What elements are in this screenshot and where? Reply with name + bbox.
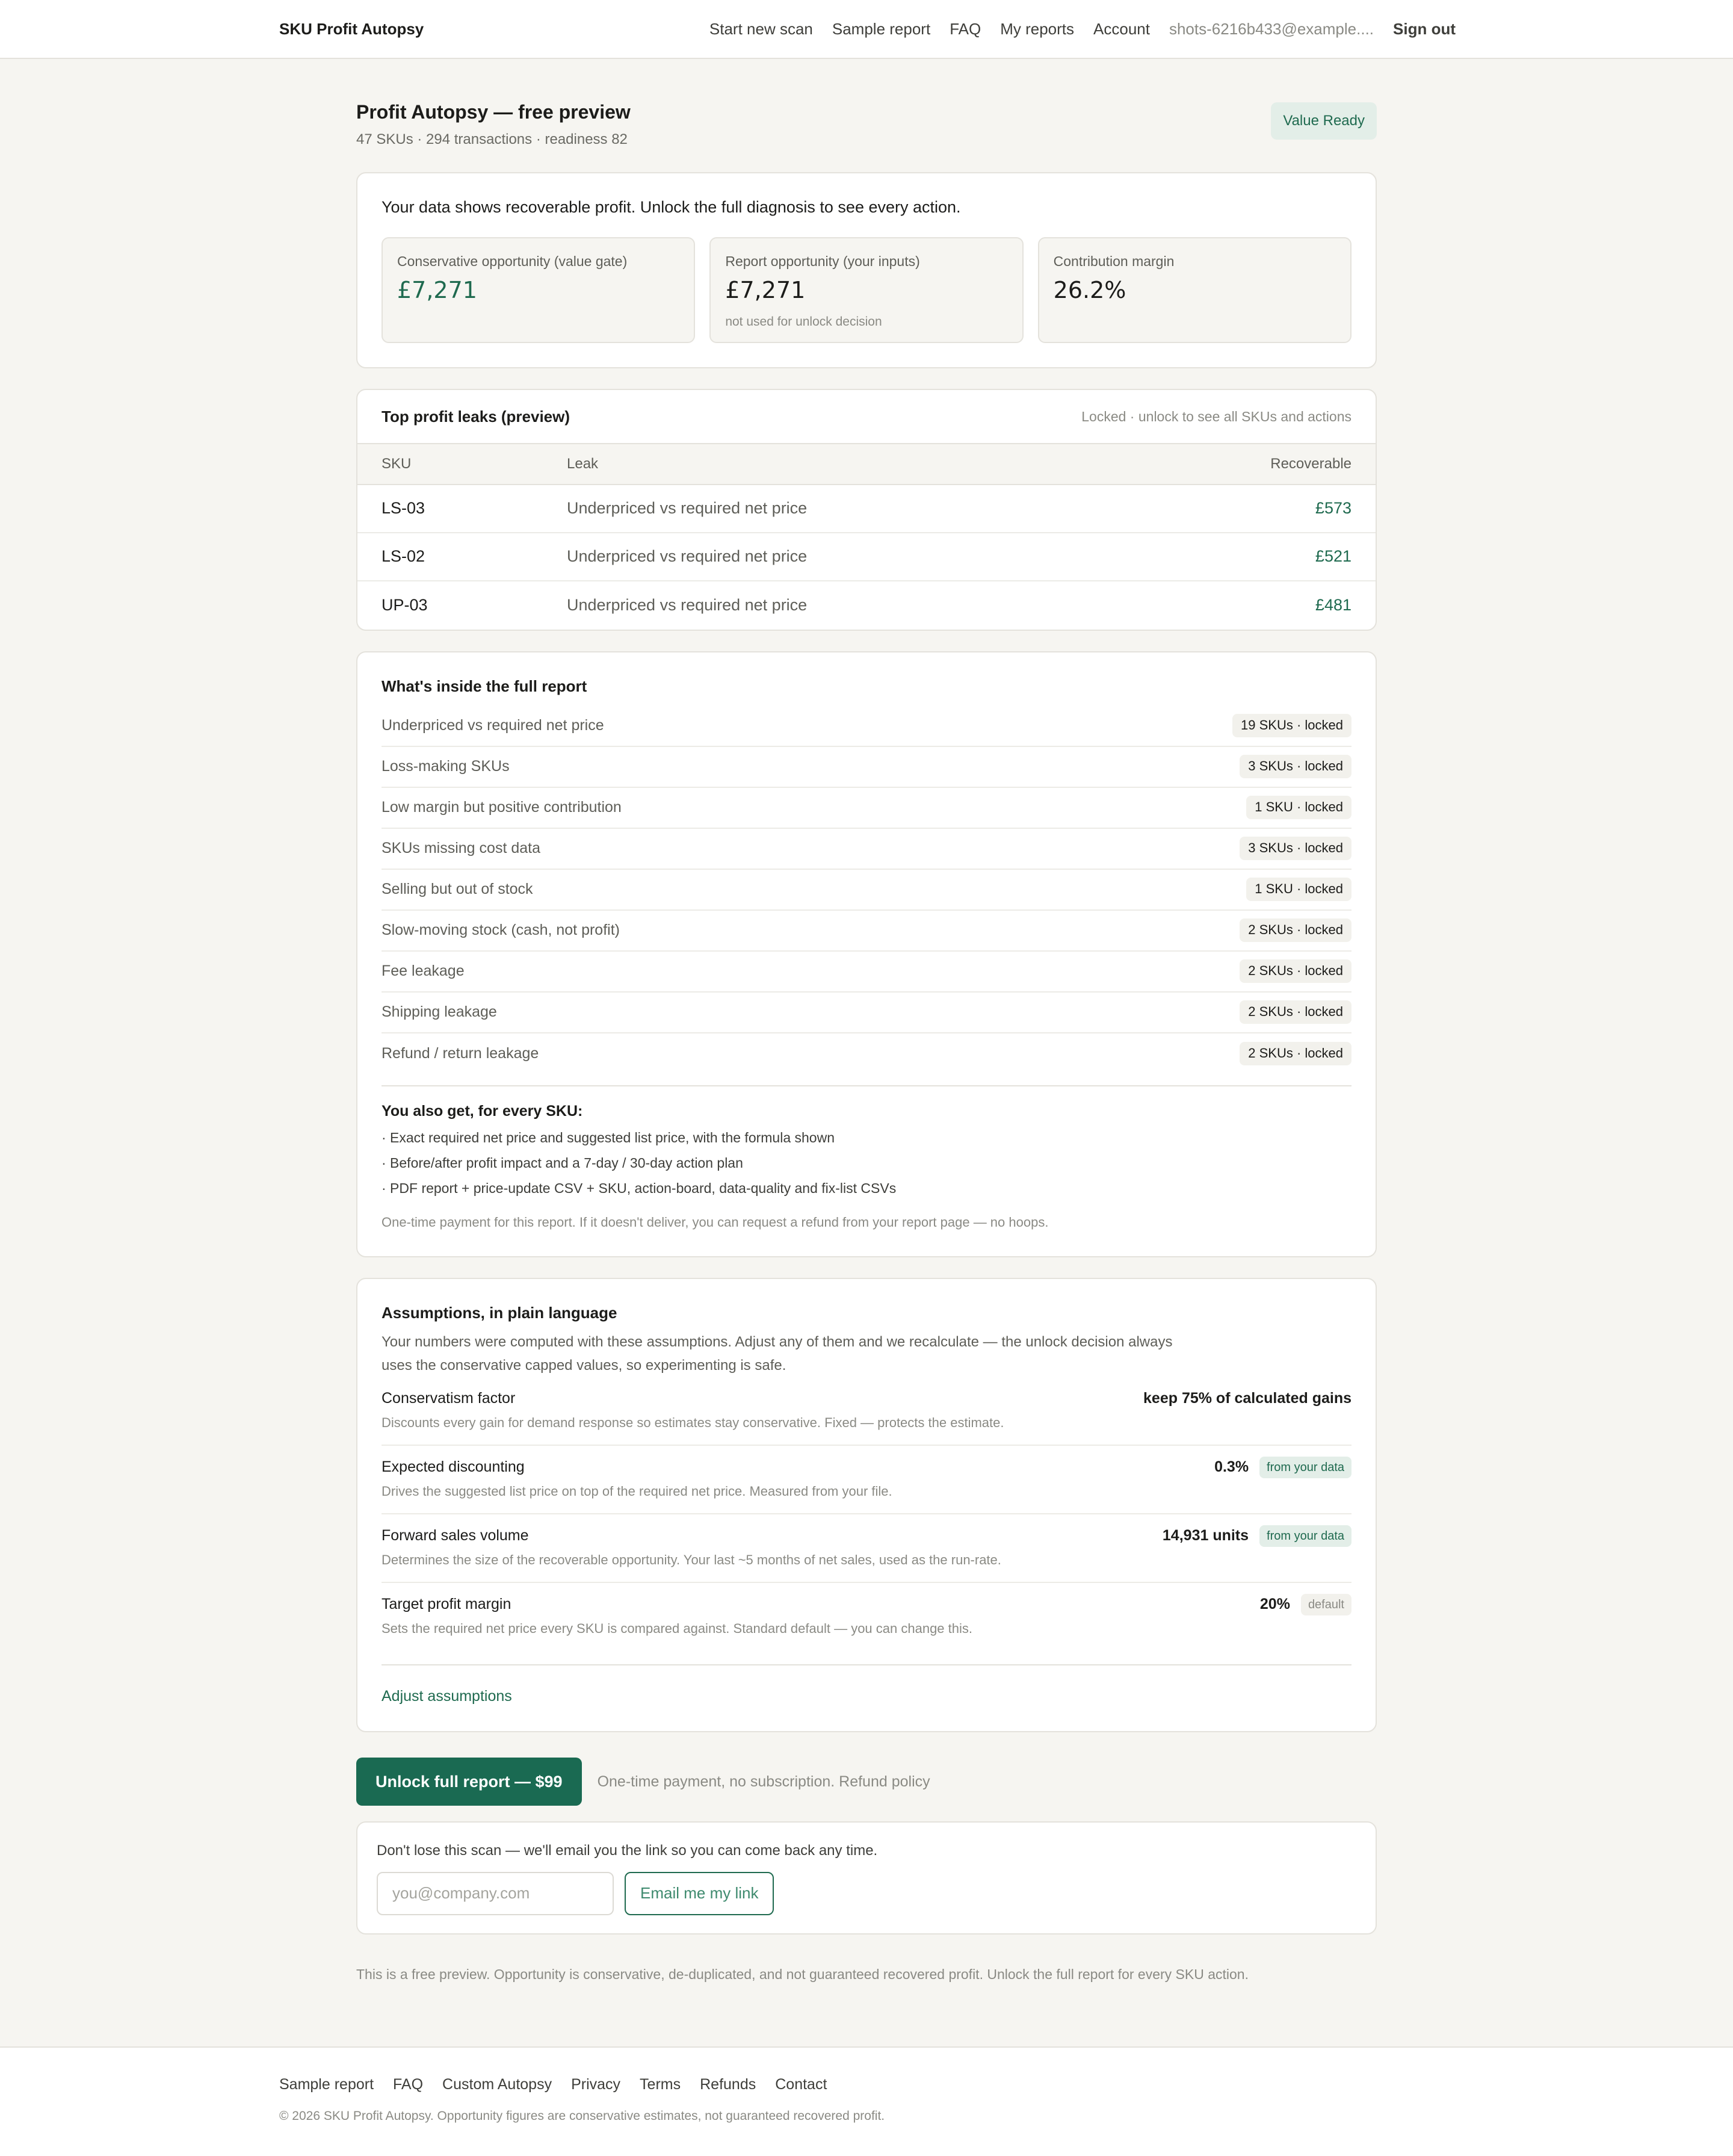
- assumption-text: [382, 1594, 972, 1638]
- list-item: [382, 870, 1351, 911]
- nav-faq[interactable]: FAQ: [950, 19, 981, 38]
- source-tag: from your data: [1259, 1525, 1351, 1547]
- nav-sample-report[interactable]: Sample report: [832, 19, 931, 38]
- email-me-link-button[interactable]: Email me my link: [625, 1872, 774, 1915]
- nav-my-reports[interactable]: My reports: [1000, 19, 1075, 38]
- column-header-leak: Leak: [567, 456, 599, 472]
- nav-user-email: shots-6216b433@example....: [1169, 19, 1374, 38]
- column-header-recoverable: Recoverable: [1270, 456, 1351, 472]
- table-row: [357, 485, 1376, 533]
- source-tag: from your data: [1259, 1457, 1351, 1478]
- list-item: [382, 1033, 1351, 1074]
- footer-link-custom-autopsy[interactable]: Custom Autopsy: [442, 2076, 552, 2093]
- locked-count-badge: 19 SKUs · locked: [1232, 714, 1351, 737]
- unlock-full-report-button[interactable]: Unlock full report — $99: [356, 1758, 582, 1806]
- locked-count-badge: 2 SKUs · locked: [1240, 1000, 1351, 1024]
- stat-label: Contribution margin: [1053, 253, 1175, 270]
- assumption-name: Expected discounting: [382, 1458, 525, 1475]
- stat-label: Conservative opportunity (value gate): [397, 253, 628, 270]
- section-divider: [382, 1664, 1351, 1665]
- top-leaks-title: Top profit leaks (preview): [382, 407, 570, 426]
- section-divider: [382, 1085, 1351, 1086]
- nav-sign-out[interactable]: Sign out: [1393, 19, 1456, 38]
- list-item-label: Low margin but positive contribution: [382, 799, 622, 816]
- assumption-target-profit-margin: [382, 1583, 1351, 1650]
- cell-sku: UP-03: [382, 596, 428, 615]
- locked-count-badge: 3 SKUs · locked: [1240, 755, 1351, 778]
- list-item-label: Selling but out of stock: [382, 881, 533, 898]
- assumptions-title: Assumptions, in plain language: [382, 1303, 617, 1322]
- footer-link-privacy[interactable]: Privacy: [571, 2076, 621, 2093]
- assumption-name: Conservatism factor: [382, 1390, 516, 1407]
- footer-inner: [279, 2048, 1733, 2125]
- report-contents-list: [382, 706, 1351, 1074]
- cell-leak: Underpriced vs required net price: [567, 499, 808, 518]
- assumption-value: keep 75% of calculated gains: [1143, 1390, 1351, 1407]
- footer-link-sample-report[interactable]: Sample report: [279, 2076, 374, 2093]
- assumption-conservatism-factor: [382, 1377, 1351, 1446]
- stat-note: not used for unlock decision: [725, 314, 882, 329]
- list-item: [382, 788, 1351, 829]
- adjust-assumptions-link[interactable]: Adjust assumptions: [382, 1688, 512, 1705]
- assumption-expected-discounting: [382, 1446, 1351, 1514]
- default-tag: default: [1301, 1594, 1351, 1615]
- save-scan-text: Don't lose this scan — we'll email you the link so you can come back any time.: [377, 1842, 878, 1859]
- locked-count-badge: 2 SKUs · locked: [1240, 1042, 1351, 1065]
- also-get-item: · Before/after profit impact and a 7-day / 30-day action plan: [382, 1154, 743, 1171]
- list-item-label: Slow-moving stock (cash, not profit): [382, 922, 620, 939]
- assumption-text: [382, 1388, 1004, 1433]
- assumption-value: 14,931 units: [1162, 1527, 1249, 1544]
- assumption-text: [382, 1525, 1001, 1570]
- assumptions-description: Your numbers were computed with these assumptions. Adjust any of them and we recalculate — the unlock decision always uses the conservative capped values, so experimenting is safe.: [382, 1334, 1173, 1374]
- assumption-name: Target profit margin: [382, 1595, 511, 1612]
- list-item: [382, 706, 1351, 747]
- top-leaks-card: [356, 389, 1377, 631]
- stat-value: £7,271: [397, 277, 477, 304]
- main-nav: [709, 18, 1456, 40]
- top-navigation-inner: [279, 18, 1456, 40]
- stat-row: [382, 237, 1351, 343]
- refund-fine-print: One-time payment for this report. If it doesn't deliver, you can request a refund from your report page — no hoops.: [382, 1215, 1049, 1230]
- stat-contribution-margin: [1038, 237, 1351, 343]
- nav-start-new-scan[interactable]: Start new scan: [709, 19, 813, 38]
- assumption-help: Determines the size of the recoverable opportunity. Your last ~5 months of net sales, used as the run-rate.: [382, 1552, 1001, 1567]
- top-navigation-bar: [0, 0, 1733, 59]
- list-item: [382, 952, 1351, 993]
- status-badge: Value Ready: [1271, 102, 1377, 140]
- list-item: [382, 911, 1351, 952]
- assumption-help: Drives the suggested list price on top of the required net price. Measured from your file.: [382, 1483, 892, 1499]
- stat-conservative-opportunity: [382, 237, 695, 343]
- email-input[interactable]: [377, 1872, 614, 1915]
- assumption-help: Sets the required net price every SKU is compared against. Standard default — you can change this.: [382, 1620, 972, 1636]
- locked-count-badge: 3 SKUs · locked: [1240, 837, 1351, 860]
- table-row: [357, 533, 1376, 581]
- cell-leak: Underpriced vs required net price: [567, 547, 808, 566]
- main-content: [356, 59, 1377, 1984]
- footer-link-faq[interactable]: FAQ: [393, 2076, 424, 2093]
- footer-link-contact[interactable]: Contact: [775, 2076, 827, 2093]
- assumption-value-group: [1163, 1525, 1351, 1547]
- assumption-help: Discounts every gain for demand response so estimates stay conservative. Fixed — protects the estimate.: [382, 1415, 1004, 1431]
- page-title: Profit Autopsy — free preview: [356, 101, 631, 123]
- list-item-label: Underpriced vs required net price: [382, 717, 604, 734]
- locked-count-badge: 1 SKU · locked: [1246, 796, 1351, 819]
- save-scan-form: [377, 1872, 1356, 1915]
- brand-logo-text[interactable]: SKU Profit Autopsy: [279, 19, 424, 38]
- summary-card: [356, 172, 1377, 368]
- payment-note[interactable]: One-time payment, no subscription. Refund policy: [597, 1773, 930, 1790]
- footer-link-refunds[interactable]: Refunds: [700, 2076, 756, 2093]
- summary-intro: Your data shows recoverable profit. Unlock the full diagnosis to see every action.: [382, 198, 961, 217]
- assumption-forward-sales-volume: [382, 1514, 1351, 1583]
- cell-recoverable: £481: [1315, 596, 1351, 615]
- locked-count-badge: 2 SKUs · locked: [1240, 959, 1351, 983]
- footer-link-terms[interactable]: Terms: [640, 2076, 681, 2093]
- assumptions-card: [356, 1278, 1377, 1732]
- list-item: [382, 829, 1351, 870]
- page-header: [356, 99, 1377, 149]
- page-header-text: [356, 99, 631, 149]
- cell-leak: Underpriced vs required net price: [567, 596, 808, 615]
- list-item: [382, 747, 1351, 788]
- locked-count-badge: 2 SKUs · locked: [1240, 918, 1351, 942]
- assumption-name: Forward sales volume: [382, 1526, 529, 1544]
- also-get-item: · Exact required net price and suggested list price, with the formula shown: [382, 1129, 835, 1145]
- locked-count-badge: 1 SKU · locked: [1246, 878, 1351, 901]
- assumption-value: 0.3%: [1214, 1458, 1249, 1476]
- page-footer: [0, 2046, 1733, 2156]
- assumption-value: 20%: [1259, 1596, 1290, 1612]
- report-contents-title: What's inside the full report: [382, 677, 587, 696]
- also-get-item: · PDF report + price-update CSV + SKU, action-board, data-quality and fix-list CSVs: [382, 1180, 897, 1196]
- nav-account[interactable]: Account: [1093, 19, 1150, 38]
- unlock-cta-row: [356, 1758, 1377, 1806]
- also-get-title: You also get, for every SKU:: [382, 1102, 583, 1120]
- stat-value: £7,271: [725, 277, 806, 304]
- list-item-label: Loss-making SKUs: [382, 758, 510, 775]
- stat-value: 26.2%: [1053, 277, 1126, 304]
- list-item-label: Shipping leakage: [382, 1003, 497, 1021]
- table-header: [357, 443, 1376, 485]
- locked-note: Locked · unlock to see all SKUs and actions: [1081, 409, 1351, 425]
- list-item-label: Refund / return leakage: [382, 1045, 539, 1062]
- table-row: [357, 581, 1376, 630]
- list-item-label: SKUs missing cost data: [382, 840, 540, 857]
- cell-recoverable: £573: [1315, 499, 1351, 518]
- page-subtitle: 47 SKUs · 294 transactions · readiness 82: [356, 131, 628, 147]
- stat-report-opportunity: [709, 237, 1023, 343]
- list-item: [382, 993, 1351, 1033]
- cell-sku: LS-02: [382, 547, 425, 566]
- cell-recoverable: £521: [1315, 547, 1351, 566]
- assumption-value-group: [1214, 1457, 1351, 1478]
- copyright-text: © 2026 SKU Profit Autopsy. Opportunity figures are conservative estimates, not guaranteed recovered profit.: [279, 2109, 885, 2123]
- assumption-value-group: [1143, 1388, 1351, 1409]
- top-leaks-header: [357, 390, 1376, 443]
- assumption-value-group: [1260, 1594, 1351, 1615]
- assumption-text: [382, 1457, 892, 1501]
- footer-links: [279, 2074, 1733, 2095]
- cell-sku: LS-03: [382, 499, 425, 518]
- list-item-label: Fee leakage: [382, 962, 465, 980]
- stat-label: Report opportunity (your inputs): [725, 253, 920, 270]
- column-header-sku: SKU: [382, 456, 412, 472]
- report-contents-card: [356, 651, 1377, 1257]
- preview-disclaimer: This is a free preview. Opportunity is conservative, de-duplicated, and not guaranteed recovered profit. Unlock the full report for every SKU action.: [356, 1966, 1249, 1982]
- save-scan-card: [356, 1821, 1377, 1935]
